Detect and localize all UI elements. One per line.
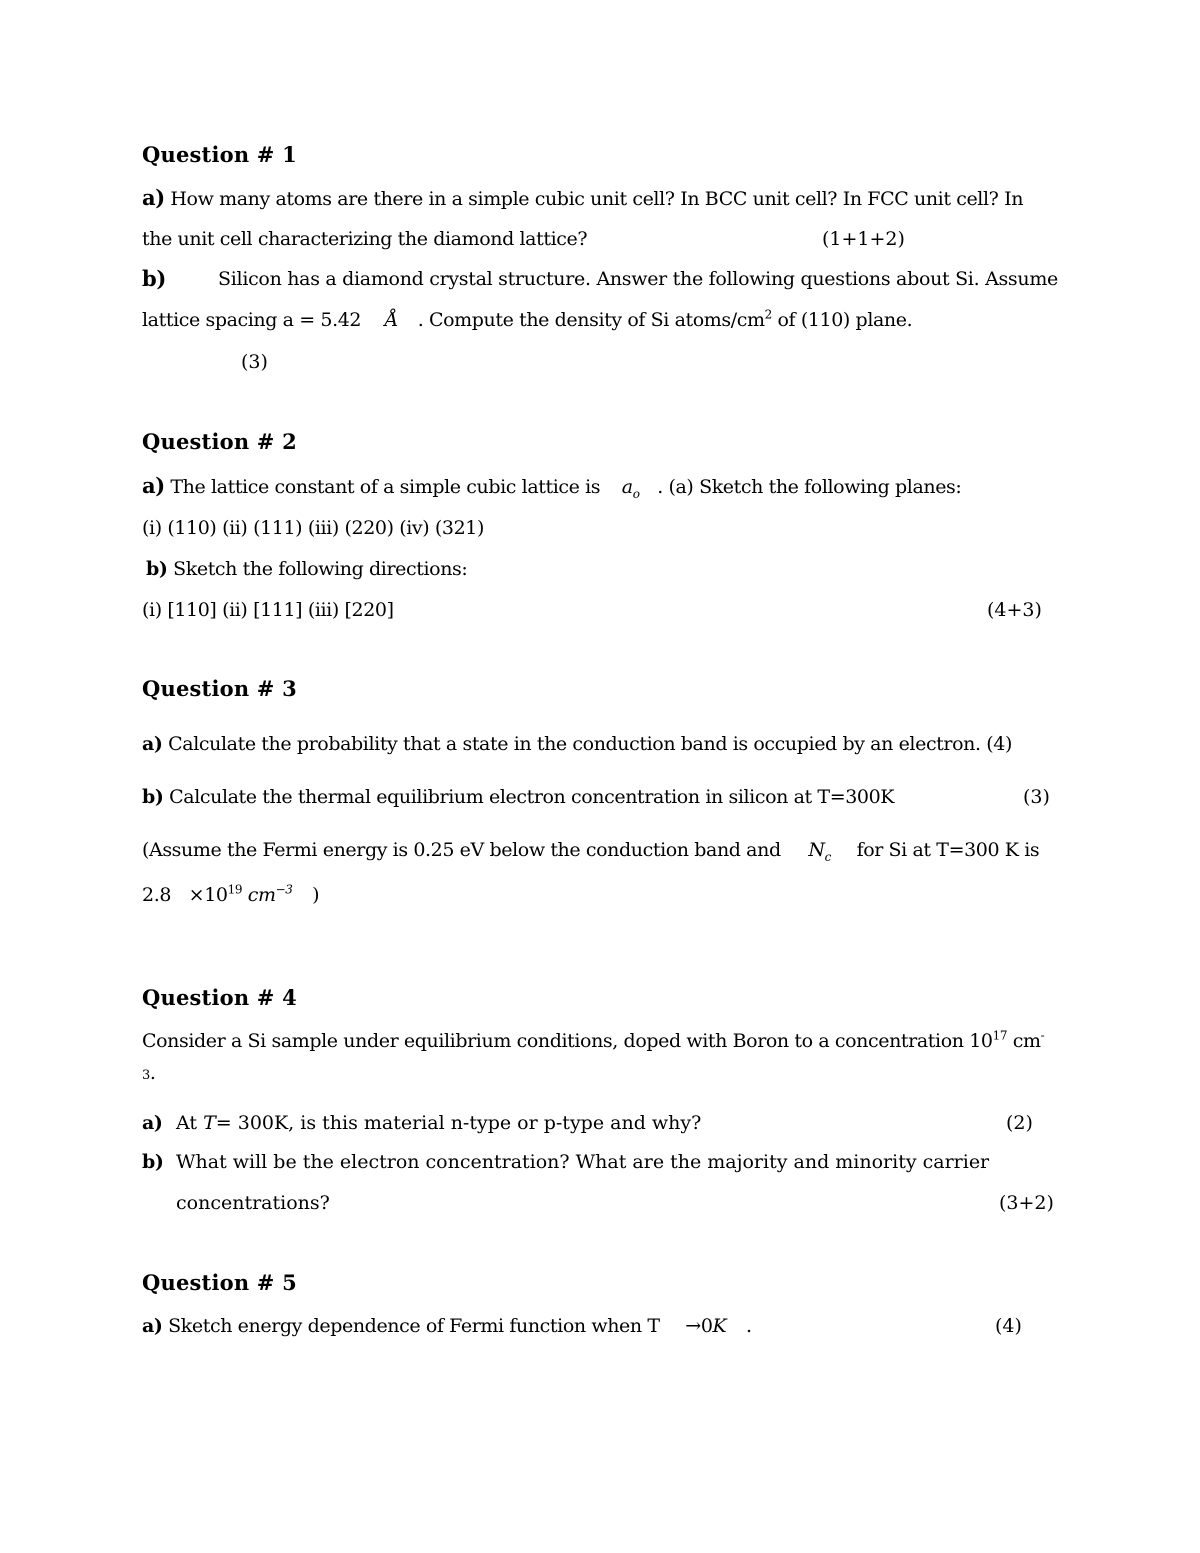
question-1b-line-2 (142, 308, 912, 332)
question-1b-superscript: 2 (764, 307, 772, 322)
question-3-value-line (142, 883, 319, 907)
question-2b-line (146, 557, 467, 581)
question-2-directions: (i) [110] (ii) [111] (iii) [220] (142, 599, 394, 621)
question-2a-text-pre: The lattice constant of a simple cubic lattice is (170, 476, 601, 498)
question-1a-line-2 (142, 227, 587, 251)
question-3-value-close: ) (312, 884, 320, 906)
question-2a-text-post: . (a) Sketch the following planes: (657, 476, 962, 498)
question-5a-text-pre: Sketch energy dependence of Fermi function when T (168, 1315, 660, 1337)
question-4-intro-wrap: 3. (142, 1062, 156, 1084)
question-3b-text: Calculate the thermal equilibrium electron concentration in silicon at T=300K (169, 786, 895, 808)
question-1a-label: a) (142, 185, 165, 210)
question-3a-line (142, 732, 1012, 756)
question-3-value-times: ×10 (188, 884, 228, 906)
question-5-heading: Question # 5 (142, 1270, 297, 1295)
question-4a-text: At T= 300K, is this material n-type or p-type and why? (176, 1112, 702, 1134)
question-3-assume-post: for Si at T=300 K is (856, 839, 1040, 861)
question-4b-text-2: concentrations? (176, 1192, 330, 1214)
question-1a-marks: (1+1+2) (822, 228, 905, 250)
question-4-intro-line (142, 1029, 1044, 1053)
question-1a-text-1: How many atoms are there in a simple cubic unit cell? In BCC unit cell? In FCC unit cell? In (170, 188, 1024, 210)
question-3-assumption-line (142, 838, 1039, 862)
question-3-heading: Question # 3 (142, 676, 297, 701)
question-3-value-mantissa: 2.8 (142, 884, 172, 906)
question-4b-text-1: What will be the electron concentration? What are the majority and minority carrier (176, 1151, 990, 1173)
question-4a-label: a) (142, 1112, 163, 1134)
question-2-marks: (4+3) (987, 599, 1042, 621)
question-4-intro-unit-exp: - (1040, 1028, 1045, 1043)
question-1b-line-1 (142, 267, 1058, 291)
question-5a-marks: (4) (995, 1315, 1022, 1337)
question-4b-label: b) (142, 1151, 164, 1173)
question-1a-line-1 (142, 186, 1023, 211)
question-3b-label: b) (142, 786, 164, 808)
angstrom-unit: Å (384, 309, 399, 331)
question-3a-label: a) (142, 733, 163, 755)
question-4-intro-exp: 17 (992, 1028, 1008, 1043)
question-1b-text-2-end: of (110) plane. (771, 309, 913, 331)
question-1a-text-2: the unit cell characterizing the diamond lattice? (142, 228, 588, 250)
question-2a-label: a) (142, 473, 165, 498)
question-2-heading: Question # 2 (142, 429, 297, 454)
question-2a-line (142, 474, 961, 499)
question-2b-text: Sketch the following directions: (173, 558, 468, 580)
question-1-heading: Question # 1 (142, 142, 297, 167)
arrow-symbol: → (685, 1315, 701, 1337)
question-4-intro-pre: Consider a Si sample under equilibrium conditions, doped with Boron to a concentration 10 (142, 1030, 993, 1052)
question-4-intro-unit: cm (1012, 1030, 1041, 1052)
question-3-value-exponent: 19 (227, 882, 243, 897)
question-4-heading: Question # 4 (142, 985, 297, 1010)
question-1b-text-2-post: . Compute the density of Si atoms/cm (417, 309, 765, 331)
question-3-assume-pre: (Assume the Fermi energy is 0.25 eV below the conduction band and (142, 839, 781, 861)
question-3b-marks: (3) (1023, 786, 1050, 808)
question-4b-marks: (3+2) (999, 1192, 1054, 1214)
question-5a-line: a) Sketch energy dependence of Fermi function when T →0K . (142, 1315, 752, 1337)
question-2b-label: b) (146, 558, 168, 580)
effective-density-symbol: $N_c$ (808, 839, 831, 864)
question-1b-marks: (3) (241, 351, 268, 373)
question-3b-line (142, 785, 894, 809)
question-5a-label: a) (142, 1315, 163, 1337)
question-4a-marks: (2) (1006, 1112, 1033, 1134)
question-1b-text-1: Silicon has a diamond crystal structure. Answer the following questions about Si. Assume (218, 268, 1058, 290)
question-3a-text: Calculate the probability that a state in the conduction band is occupied by an electron. (4) (168, 733, 1012, 755)
question-1b-text-2-pre: lattice spacing a = 5.42 (142, 309, 362, 331)
lattice-constant-symbol: $a_o$ (621, 476, 640, 501)
question-1b-label: b) (142, 266, 167, 291)
question-3-value-unit: $cm^{-3}$ (247, 882, 293, 906)
question-2-planes: (i) (110) (ii) (111) (iii) (220) (iv) (321) (142, 517, 485, 539)
